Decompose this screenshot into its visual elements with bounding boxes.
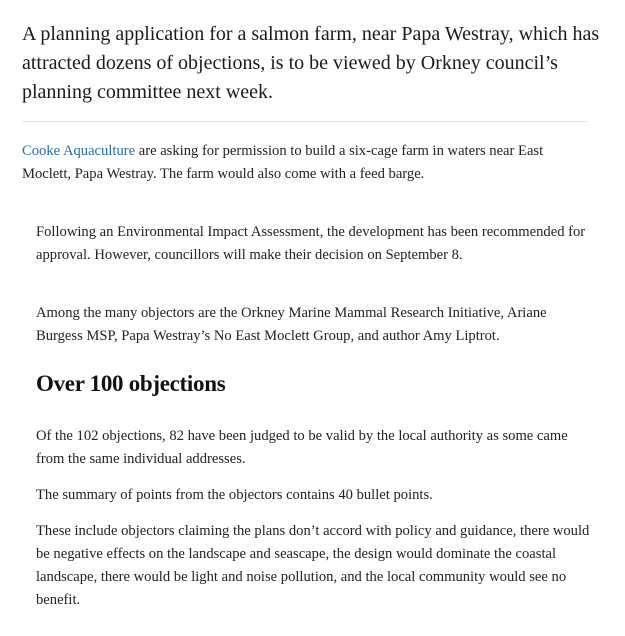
- paragraph-bullet-points: The summary of points from the objectors contains 40 bullet points.: [36, 487, 433, 503]
- article-standfirst: A planning application for a salmon farm, near Papa Westray, which has attracted dozens of objections, is to be viewed by Orkney council’s planning committee next week.: [22, 23, 600, 103]
- lead-paragraph-text: are asking for permission to build a six-cage farm in waters near East Moclett, Papa Westray. The farm would also come with a feed barge.: [22, 143, 544, 182]
- cooke-aquaculture-link[interactable]: Cooke Aquaculture: [22, 143, 136, 159]
- section-heading: Over 100 objections: [36, 371, 226, 396]
- paragraph-eia: Following an Environmental Impact Assessment, the development has been recommended for approval. However, councillors will make their decision on September 8.: [36, 224, 586, 263]
- lead-paragraph: [22, 140, 592, 186]
- paragraph-objection-count: Of the 102 objections, 82 have been judged to be valid by the local authority as some came from the same individual addresses.: [36, 428, 568, 467]
- divider: [22, 121, 588, 122]
- paragraph-objection-claims: These include objectors claiming the plans don’t accord with policy and guidance, there would be negative effects on the landscape and seascape, the design would dominate the coastal landscape, there would be light and noise pollution, and the local community would see no benefit.: [36, 523, 590, 608]
- paragraph-objectors: Among the many objectors are the Orkney Marine Mammal Research Initiative, Ariane Burgess MSP, Papa Westray’s No East Moclett Group, and author Amy Liptrot.: [36, 305, 547, 344]
